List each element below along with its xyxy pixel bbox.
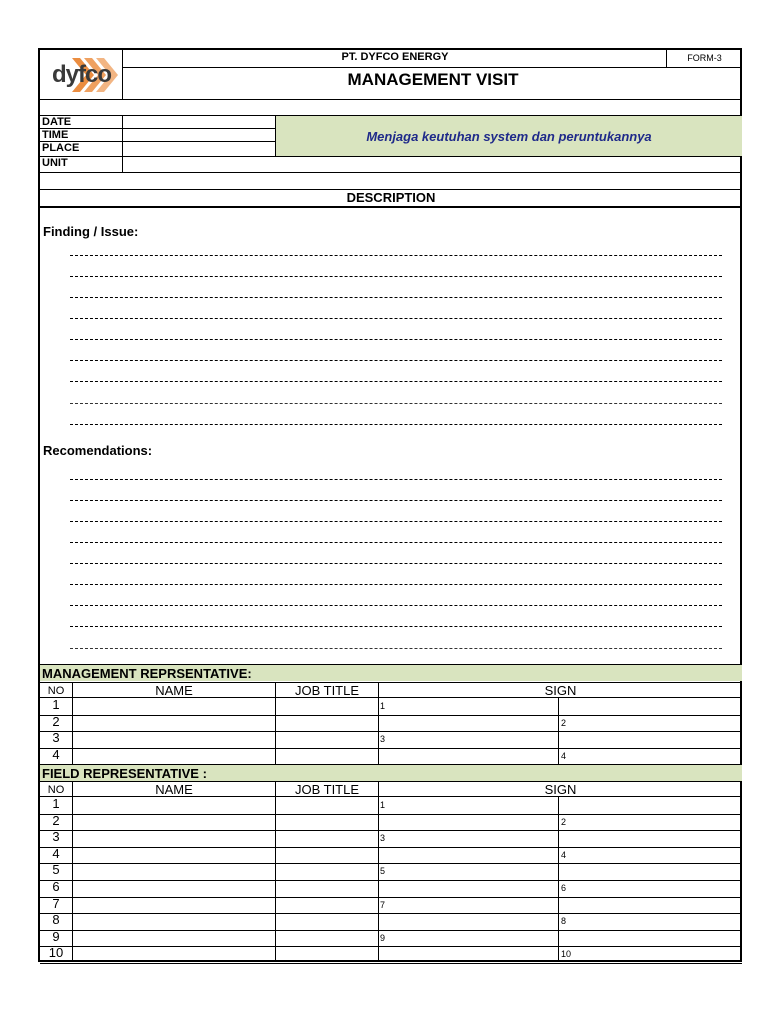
col-no: NO (47, 685, 65, 697)
company-name: PT. DYFCO ENERGY (341, 51, 449, 63)
row-number: 1 (52, 697, 60, 712)
sign-number: 6 (561, 883, 567, 893)
finding-line (70, 276, 722, 277)
table-row (40, 764, 742, 765)
sign-number: 4 (561, 849, 567, 860)
sign-number: 9 (380, 932, 386, 943)
sign-number: 1 (380, 701, 386, 711)
sign-number: 1 (380, 800, 386, 810)
row-number: 4 (52, 845, 60, 861)
recommendation-line (70, 563, 722, 564)
col-name: NAME (155, 683, 193, 698)
col-job-title: JOB TITLE (294, 683, 360, 698)
sign-number: 3 (380, 734, 386, 745)
table-row (40, 847, 742, 848)
recommendation-line (70, 584, 722, 585)
time-label: TIME (42, 129, 69, 141)
place-label: PLACE (42, 142, 80, 154)
row-number: 9 (52, 928, 60, 944)
col-job-title: JOB TITLE (294, 782, 360, 797)
recommendation-line (70, 605, 722, 606)
table-row (40, 897, 742, 898)
row-number: 4 (52, 746, 60, 762)
management-heading: MANAGEMENT REPRSENTATIVE: (40, 665, 742, 681)
sign-number: 2 (561, 816, 567, 827)
table-row (40, 946, 742, 947)
recommendation-line (70, 648, 722, 649)
row-number: 10 (48, 945, 64, 961)
motto-banner: Menjaga keutuhan system dan peruntukannya (276, 116, 742, 156)
finding-line (70, 424, 722, 425)
table-row (40, 715, 742, 716)
table-row (40, 814, 742, 815)
table-row (40, 880, 742, 881)
row-number: 6 (52, 879, 60, 894)
sign-number: 3 (380, 833, 386, 844)
sign-number: 7 (380, 899, 386, 910)
form-number: FORM-3 (687, 53, 722, 63)
row-number: 3 (52, 730, 60, 746)
row-number: 3 (52, 829, 60, 845)
col-name: NAME (155, 782, 193, 797)
form-title: MANAGEMENT VISIT (347, 70, 519, 89)
table-row (40, 863, 742, 864)
description-heading: DESCRIPTION (346, 190, 436, 205)
row-number: 1 (52, 796, 60, 811)
sign-number: 8 (561, 916, 567, 927)
row-number: 8 (52, 912, 60, 928)
sign-number: 4 (561, 750, 567, 761)
col-sign: SIGN (544, 683, 577, 698)
date-label: DATE (42, 116, 72, 128)
field-heading: FIELD REPRESENTATIVE : (40, 765, 742, 781)
table-row (40, 963, 742, 964)
row-number: 5 (52, 862, 60, 878)
recommendation-line (70, 521, 722, 522)
table-row (40, 830, 742, 831)
row-number: 2 (52, 812, 60, 828)
finding-line (70, 297, 722, 298)
recommendation-line (70, 500, 722, 501)
col-no: NO (47, 784, 65, 796)
row-number: 7 (52, 895, 60, 911)
finding-label: Finding / Issue: (43, 224, 139, 239)
table-row (40, 748, 742, 749)
recommendation-line (70, 479, 722, 480)
table-row (40, 913, 742, 914)
finding-line (70, 360, 722, 361)
sign-number: 2 (561, 717, 567, 728)
management-visit-form (38, 48, 742, 962)
recommendation-line (70, 542, 722, 543)
finding-line (70, 255, 722, 256)
table-row (40, 731, 742, 732)
sign-number: 10 (561, 949, 572, 960)
finding-line (70, 339, 722, 340)
company-logo (40, 50, 123, 100)
recommendation-label: Recomendations: (43, 443, 153, 458)
col-sign: SIGN (544, 782, 577, 797)
finding-line (70, 403, 722, 404)
sign-number: 5 (380, 866, 386, 877)
unit-label: UNIT (42, 157, 68, 169)
finding-line (70, 381, 722, 382)
finding-line (70, 318, 722, 319)
table-row (40, 930, 742, 931)
logo-text: dyfco (51, 61, 111, 88)
row-number: 2 (52, 713, 60, 729)
recommendation-line (70, 626, 722, 627)
